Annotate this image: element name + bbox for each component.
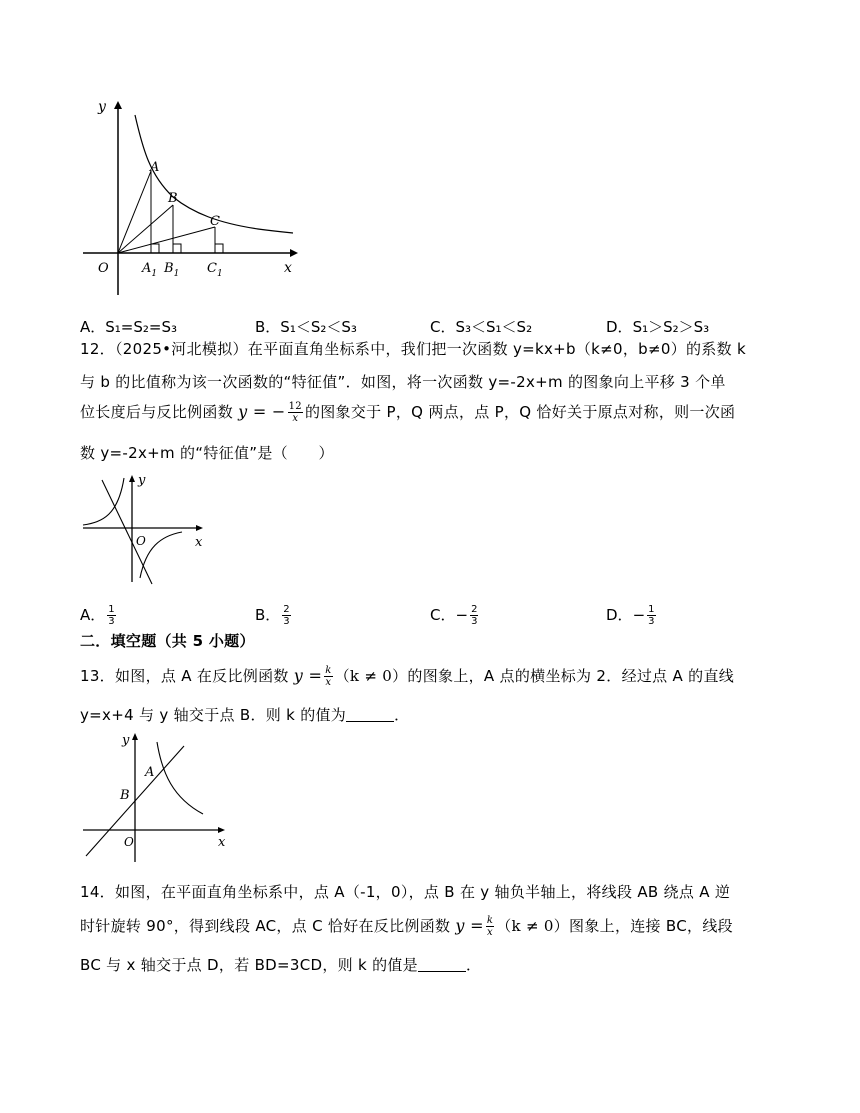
q12-label-O: O — [136, 534, 146, 548]
q13-y-arrow — [132, 733, 138, 740]
q13-hyperbola — [157, 742, 203, 814]
q11-option-a[interactable] — [80, 316, 177, 337]
q12-line-2: 与 b 的比值称为该一次函数的“特征值”．如图，将一次函数 y=-2x+m 的图象向上平移 3 个单 — [80, 373, 726, 391]
q11-option-d-letter: D． — [606, 318, 633, 336]
q12-hyperbola-left — [83, 478, 124, 525]
q11-label-B: B — [168, 191, 178, 206]
q12-option-d-letter: D． — [606, 606, 633, 624]
q14-line-2-text-a: 时针旋转 90°，得到线段 AC，点 C 恰好在反比例函数 — [80, 917, 451, 935]
q11-option-b-letter: B． — [255, 318, 281, 336]
q12-option-c-den: 3 — [471, 616, 478, 627]
q11-label-x: x — [284, 260, 292, 276]
q11-right-angle-C1 — [215, 244, 223, 253]
q13-line-1-text-a: 13．如图，点 A 在反比例函数 — [80, 667, 289, 685]
q11-label-C: C — [210, 214, 220, 229]
q12-option-b-den: 3 — [283, 616, 290, 627]
q12-option-a[interactable] — [80, 604, 118, 627]
q13-label-x: x — [218, 835, 226, 850]
q12-option-c[interactable] — [430, 604, 480, 627]
q14-condition: （k ≠ 0） — [496, 917, 570, 935]
q11-option-c-text: S₃＜S₁＜S₂ — [455, 318, 533, 336]
q11-y-arrow — [114, 101, 122, 109]
q13-label-y: y — [122, 733, 130, 748]
q12-label-y: y — [138, 473, 146, 488]
q11-right-angle-B1 — [173, 244, 181, 253]
q14-function-expr: y = — [455, 916, 484, 935]
q11-x-arrow — [290, 249, 298, 257]
q12-option-b[interactable] — [255, 604, 293, 627]
q12-line-graph — [102, 480, 152, 584]
q12-line-3-text-a: 位长度后与反比例函数 — [80, 403, 234, 421]
q13-function-expr: y = — [293, 666, 323, 685]
q12-option-a-den: 3 — [108, 616, 115, 627]
q12-option-b-num: 2 — [283, 604, 290, 615]
q13-label-A: A — [145, 765, 155, 780]
q11-figure — [78, 95, 303, 305]
q11-option-d[interactable] — [606, 316, 709, 337]
q14-line-3-text-b: ． — [465, 956, 482, 974]
q13-line-1-text-b: 的图象上，A 点的横坐标为 2．经过点 A 的直线 — [407, 667, 735, 685]
q12-function-expr: y = − — [238, 402, 286, 421]
q11-option-b-text: S₁＜S₂＜S₃ — [280, 318, 357, 336]
q13-fraction-num: k — [325, 665, 332, 676]
q13-label-O: O — [124, 835, 134, 849]
q12-option-d-sign: − — [632, 606, 646, 624]
q13-answer-blank[interactable] — [346, 707, 394, 722]
q11-option-a-text: S₁=S₂=S₃ — [105, 318, 178, 336]
section-fill-in-title: 二．填空题（共 5 小题） — [80, 632, 255, 650]
q14-line-2-text-b: 图象上，连接 BC，线段 — [569, 917, 733, 935]
q12-option-d-num: 1 — [648, 604, 655, 615]
q11-right-angle-A1 — [151, 244, 159, 253]
q12-option-d[interactable] — [606, 604, 658, 627]
q11-label-A1: $A_1$ — [142, 261, 158, 279]
q12-option-d-den: 3 — [648, 616, 655, 627]
q12-option-d-fraction — [647, 604, 655, 627]
q14-fraction-num: k — [486, 915, 494, 926]
q12-line-3 — [80, 401, 735, 424]
q11-option-a-letter: A． — [80, 318, 106, 336]
q12-label-x: x — [195, 535, 203, 550]
q12-option-c-letter: C． — [430, 606, 456, 624]
q12-option-a-letter: A． — [80, 606, 106, 624]
q12-option-b-letter: B． — [255, 606, 281, 624]
q11-label-O: O — [98, 261, 109, 276]
q12-function-fraction — [288, 401, 303, 424]
q13-label-B: B — [120, 788, 130, 803]
q13-line-2-text-a: y=x+4 与 y 轴交于点 B．则 k 的值为 — [80, 706, 347, 724]
q12-line-1: 12．（2025•河北模拟）在平面直角坐标系中，我们把一次函数 y=kx+b（k≠0，b≠0）的系数 k — [80, 340, 746, 358]
q13-line-1 — [80, 665, 734, 688]
q12-x-arrow — [196, 525, 203, 531]
q14-function-fraction — [486, 915, 494, 938]
q14-line-3 — [80, 954, 481, 975]
q12-y-arrow — [129, 475, 135, 482]
q12-fraction-den: x — [292, 413, 299, 424]
q12-option-a-num: 1 — [108, 604, 115, 615]
q12-option-a-fraction — [107, 604, 115, 627]
q14-line-2 — [80, 915, 733, 938]
q12-line-4: 数 y=-2x+m 的“特征值”是（ ） — [80, 444, 334, 462]
q13-fraction-den: x — [325, 677, 332, 688]
q11-option-c[interactable] — [430, 316, 532, 337]
q11-segment-OA — [118, 171, 151, 253]
q13-function-fraction — [324, 665, 332, 688]
q13-line-2-text-b: ． — [394, 706, 410, 724]
q13-line-2 — [80, 704, 409, 725]
q12-option-c-sign: − — [455, 606, 469, 624]
q11-label-y: y — [98, 99, 106, 115]
q14-line-3-text-a: BC 与 x 轴交于点 D，若 BD=3CD，则 k 的值是 — [80, 956, 418, 974]
q14-fraction-den: x — [487, 927, 493, 938]
q12-option-b-fraction — [282, 604, 290, 627]
q12-option-c-num: 2 — [471, 604, 478, 615]
q13-x-arrow — [218, 827, 225, 833]
q12-figure — [78, 470, 213, 590]
q11-label-A: A — [150, 160, 160, 175]
q13-figure — [78, 728, 238, 866]
q12-fraction-num: 12 — [288, 401, 302, 412]
q14-line-1: 14．如图，在平面直角坐标系中，点 A（-1，0），点 B 在 y 轴负半轴上，将线段 AB 绕点 A 逆 — [80, 883, 731, 901]
q11-label-B1: $B_1$ — [164, 261, 180, 279]
q11-option-d-text: S₁＞S₂＞S₃ — [632, 318, 710, 336]
q12-line-3-text-b: 的图象交于 P，Q 两点，点 P，Q 恰好关于原点对称，则一次函 — [304, 403, 736, 421]
q11-option-b[interactable] — [255, 316, 357, 337]
q14-answer-blank[interactable] — [418, 957, 466, 972]
q11-label-C1: $C_1$ — [207, 261, 223, 279]
q11-option-c-letter: C． — [430, 318, 456, 336]
q13-condition: （k ≠ 0） — [334, 667, 408, 685]
q12-option-c-fraction — [470, 604, 478, 627]
